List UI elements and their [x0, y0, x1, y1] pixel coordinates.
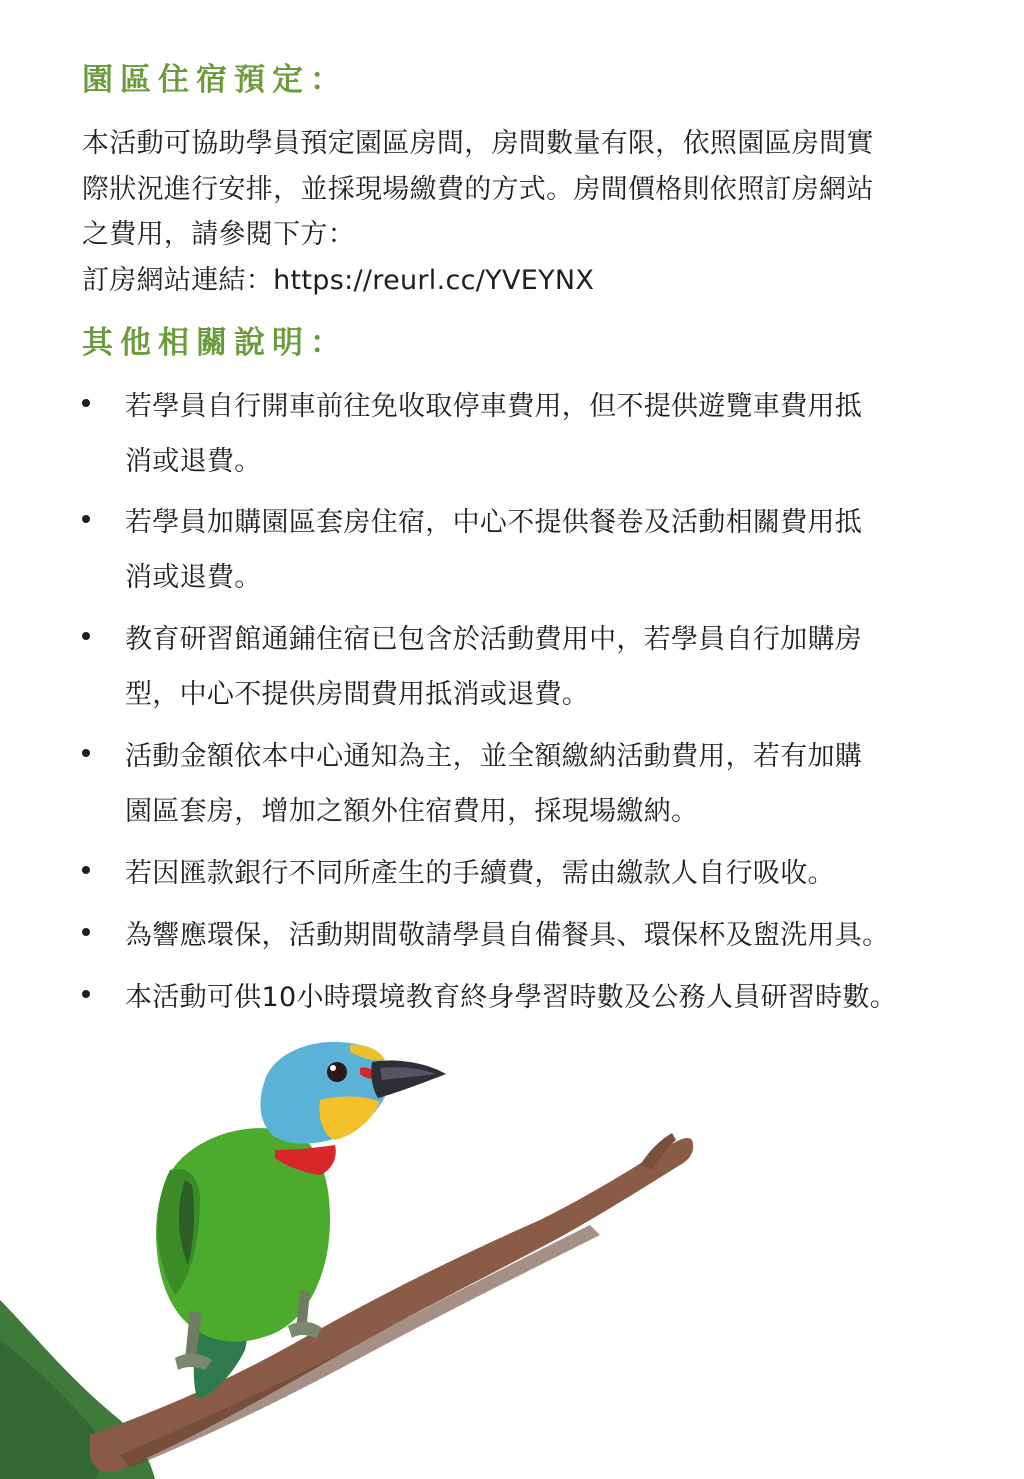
bullet-icon [82, 749, 90, 757]
list-item-text [125, 846, 985, 901]
bird-throat [320, 1096, 380, 1140]
list-item-line: 消或退費。 [125, 446, 262, 477]
paragraph-line: 之費用，請參閱下方： [82, 219, 355, 250]
list-item-line: 若學員自行開車前往免收取停車費用，但不提供遊覽車費用抵 [125, 391, 863, 422]
section-title-notes: 其他相關說明： [82, 325, 348, 361]
bullet-icon [82, 990, 90, 998]
list-item-line: 為響應環保，活動期間敬請學員自備餐具、環保杯及盥洗用具。 [125, 920, 890, 951]
list-item-line: 本活動可供10小時環境教育終身學習時數及公務人員研習時數。 [125, 982, 898, 1013]
booking-link-line: 訂房網站連結：https://reurl.cc/YVEYNX [82, 264, 595, 296]
list-item-line: 型，中心不提供房間費用抵消或退費。 [125, 679, 590, 710]
list-item-line: 活動金額依本中心通知為主，並全額繳納活動費用，若有加購 [125, 741, 863, 772]
list-item-text [125, 970, 985, 1025]
list-item-line: 若因匯款銀行不同所產生的手續費，需由繳款人自行吸收。 [125, 858, 835, 889]
list-item-text [125, 495, 985, 605]
bullet-icon [82, 928, 90, 936]
barbet-bird-illustration [0, 1020, 1024, 1479]
bullet-icon [82, 866, 90, 874]
list-item-line: 消或退費。 [125, 562, 262, 593]
list-item-line: 教育研習館通鋪住宿已包含於活動費用中，若學員自行加購房 [125, 624, 863, 655]
list-item-text [125, 379, 985, 489]
paragraph-line: 本活動可協助學員預定園區房間，房間數量有限，依照園區房間實 [82, 128, 874, 159]
section-title-accommodation: 園區住宿預定： [82, 62, 348, 98]
paragraph-line: 際狀況進行安排，並採現場繳費的方式。房間價格則依照訂房網站 [82, 173, 874, 205]
bird-foot-right [288, 1322, 322, 1338]
list-item-text [125, 612, 985, 722]
accommodation-paragraph [82, 121, 972, 303]
list-item-text [125, 908, 985, 963]
list-item-line: 若學員加購園區套房住宿，中心不提供餐卷及活動相關費用抵 [125, 507, 863, 538]
bullet-icon [82, 399, 90, 407]
list-item-line: 園區套房，增加之額外住宿費用，採現場繳納。 [125, 796, 699, 827]
bullet-icon [82, 515, 90, 523]
bird-eye-highlight [330, 1065, 336, 1071]
bird-eye [327, 1062, 347, 1082]
bullet-icon [82, 632, 90, 640]
list-item-text [125, 729, 985, 839]
